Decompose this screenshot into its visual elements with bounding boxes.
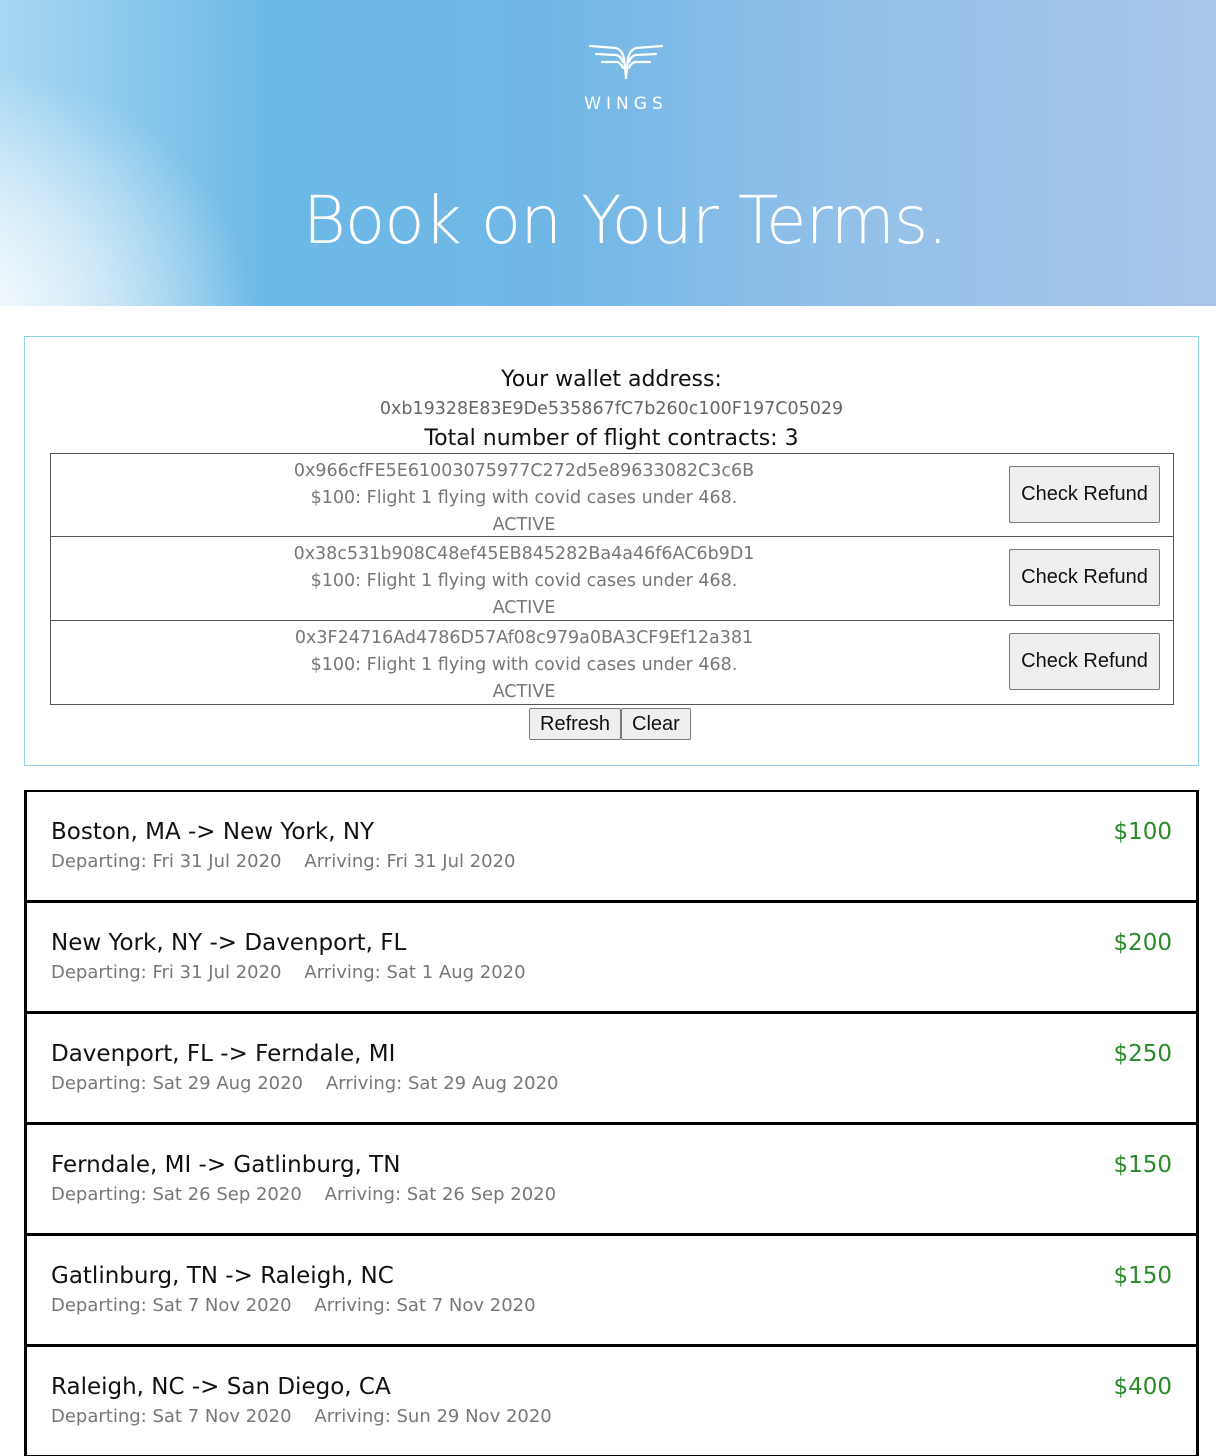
flight-route: Ferndale, MI -> Gatlinburg, TN bbox=[51, 1152, 401, 1178]
flight-card[interactable] bbox=[24, 1012, 1199, 1123]
hero-headline: Book on Your Terms. bbox=[302, 182, 948, 259]
contract-list bbox=[50, 453, 1174, 705]
contract-row bbox=[50, 453, 1174, 537]
flight-card[interactable] bbox=[24, 1345, 1199, 1456]
flight-card[interactable] bbox=[24, 790, 1199, 901]
contract-id: 0x966cfFE5E61003075977C272d5e89633082C3c6B bbox=[293, 461, 755, 481]
wallet-address: 0xb19328E83E9De535867fC7b260c100F197C05029 bbox=[379, 399, 844, 419]
flight-card[interactable] bbox=[24, 1234, 1199, 1345]
flight-route: Boston, MA -> New York, NY bbox=[51, 819, 375, 845]
check-refund-button[interactable]: Check Refund bbox=[1009, 633, 1160, 690]
flight-price: $250 bbox=[1113, 1041, 1172, 1067]
hero-banner bbox=[0, 0, 1216, 306]
flight-times: Departing: Sat 26 Sep 2020 Arriving: Sat 26 Sep 2020 bbox=[51, 1184, 557, 1205]
check-refund-button[interactable]: Check Refund bbox=[1009, 549, 1160, 606]
contract-id: 0x3F24716Ad4786D57Af08c979a0BA3CF9Ef12a381 bbox=[294, 628, 754, 648]
flight-price: $150 bbox=[1113, 1152, 1172, 1178]
flight-card[interactable] bbox=[24, 1123, 1199, 1234]
contract-description: $100: Flight 1 flying with covid cases under 468. bbox=[310, 488, 738, 508]
contract-status: ACTIVE bbox=[492, 515, 556, 535]
contract-description: $100: Flight 1 flying with covid cases under 468. bbox=[310, 655, 738, 675]
flight-times: Departing: Fri 31 Jul 2020 Arriving: Fri 31 Jul 2020 bbox=[51, 851, 516, 872]
contract-row bbox=[50, 537, 1174, 621]
contract-row bbox=[50, 621, 1174, 705]
flight-list bbox=[24, 790, 1199, 1456]
refresh-button[interactable]: Refresh bbox=[529, 708, 621, 740]
wallet-panel bbox=[24, 336, 1199, 766]
contract-id: 0x38c531b908C48ef45EB845282Ba4a46f6AC6b9D1 bbox=[293, 544, 755, 564]
contract-info bbox=[51, 541, 997, 622]
flight-route: Raleigh, NC -> San Diego, CA bbox=[51, 1374, 391, 1400]
flight-card[interactable] bbox=[24, 901, 1199, 1012]
contract-description: $100: Flight 1 flying with covid cases under 468. bbox=[310, 571, 738, 591]
flight-route: Davenport, FL -> Ferndale, MI bbox=[51, 1041, 396, 1067]
flight-route: Gatlinburg, TN -> Raleigh, NC bbox=[51, 1263, 394, 1289]
wallet-actions bbox=[529, 708, 691, 740]
flight-times: Departing: Sat 29 Aug 2020 Arriving: Sat 29 Aug 2020 bbox=[51, 1073, 559, 1094]
flight-times: Departing: Fri 31 Jul 2020 Arriving: Sat 1 Aug 2020 bbox=[51, 962, 526, 983]
flight-route: New York, NY -> Davenport, FL bbox=[51, 930, 407, 956]
contract-info bbox=[51, 458, 997, 539]
flight-price: $150 bbox=[1113, 1263, 1172, 1289]
flight-times: Departing: Sat 7 Nov 2020 Arriving: Sat 7 Nov 2020 bbox=[51, 1295, 536, 1316]
clear-button[interactable]: Clear bbox=[621, 708, 691, 740]
contract-status: ACTIVE bbox=[492, 682, 556, 702]
flight-price: $100 bbox=[1113, 819, 1172, 845]
contract-status: ACTIVE bbox=[492, 598, 556, 618]
flight-price: $200 bbox=[1113, 930, 1172, 956]
contract-info bbox=[51, 625, 997, 706]
check-refund-button[interactable]: Check Refund bbox=[1009, 466, 1160, 523]
contract-count: Total number of flight contracts: 3 bbox=[424, 426, 799, 451]
wings-logo-icon bbox=[588, 42, 664, 82]
wallet-address-label: Your wallet address: bbox=[501, 367, 722, 392]
flight-times: Departing: Sat 7 Nov 2020 Arriving: Sun 29 Nov 2020 bbox=[51, 1406, 552, 1427]
brand-name: WINGS bbox=[584, 94, 668, 114]
flight-price: $400 bbox=[1113, 1374, 1172, 1400]
